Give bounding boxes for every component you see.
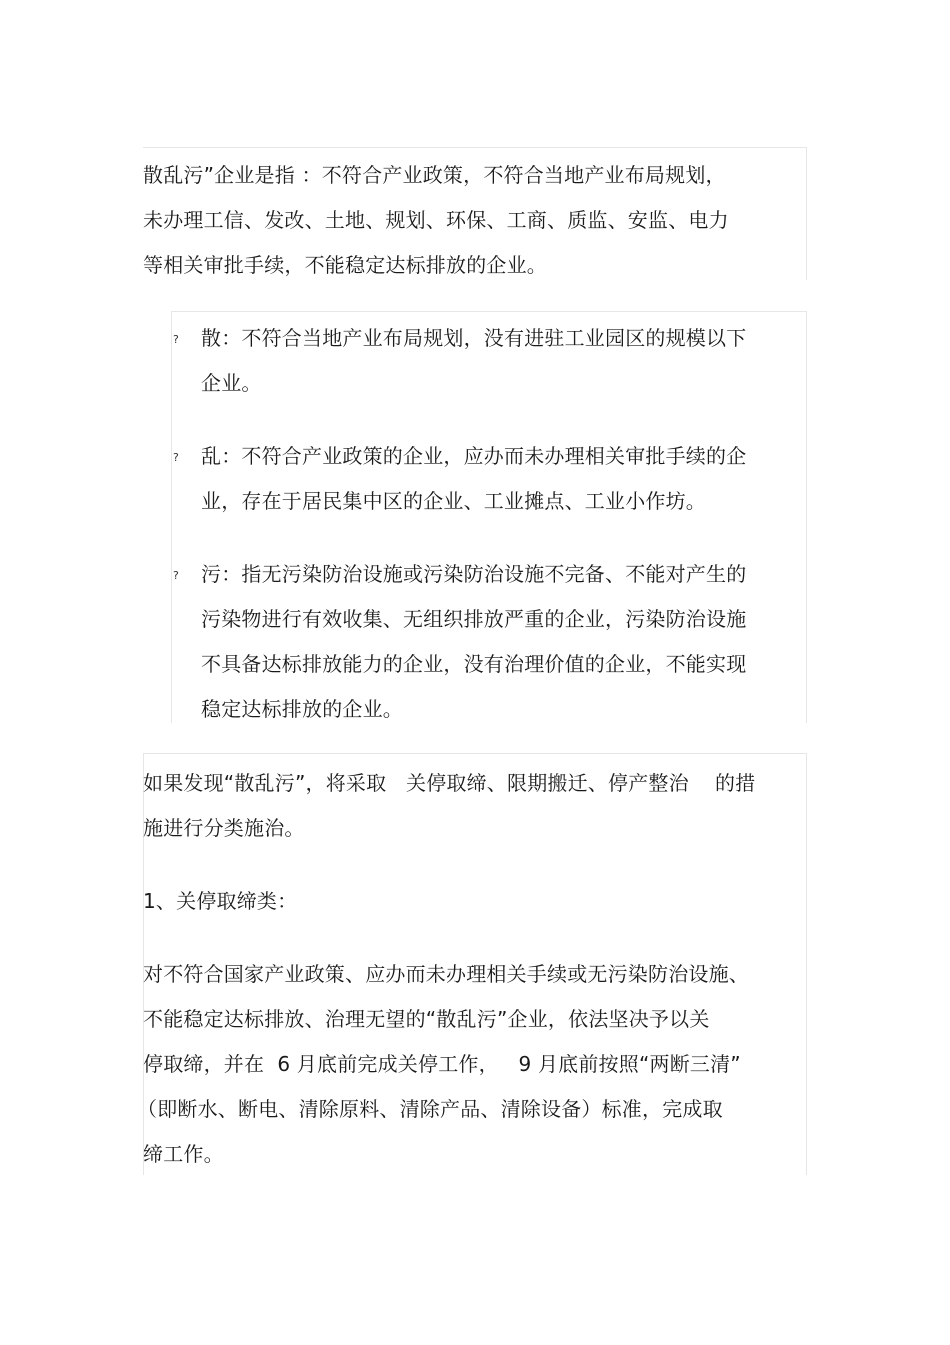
definition-luan-line-1: 乱：不符合产业政策的企业，应办而未办理相关审批手续的企 (201, 444, 747, 468)
definition-luan-line-2: 业，存在于居民集中区的企业、工业摊点、工业小作坊。 (201, 489, 706, 513)
measures-body-line-5: 缔工作。 (143, 1142, 224, 1166)
measures-intro-line-2: 施进行分类施治。 (143, 816, 305, 840)
measures-body-line-3: 停取缔，并在 6 月底前完成关停工作， 9 月底前按照“两断三清” (143, 1052, 741, 1076)
bullet-icon: ? (173, 451, 179, 464)
measures-body-line-2: 不能稳定达标排放、治理无望的“散乱污”企业，依法坚决予以关 (143, 1007, 710, 1031)
definition-wu-line-4: 稳定达标排放的企业。 (201, 697, 403, 721)
definition-san-line-2: 企业。 (201, 371, 262, 395)
definition-wu-line-3: 不具备达标排放能力的企业，没有治理价值的企业，不能实现 (201, 652, 747, 676)
measures-intro-line-1: 如果发现“散乱污”，将采取 关停取缔、限期搬迁、停产整治 的措 (143, 771, 756, 795)
bullet-icon: ? (173, 333, 179, 346)
definition-wu-line-2: 污染物进行有效收集、无组织排放严重的企业，污染防治设施 (201, 607, 747, 631)
intro-line-2: 未办理工信、发改、土地、规划、环保、工商、质监、安监、电力 (143, 208, 729, 232)
definition-wu-line-1: 污：指无污染防治设施或污染防治设施不完备、不能对产生的 (201, 562, 747, 586)
measures-body-line-1: 对不符合国家产业政策、应办而未办理相关手续或无污染防治设施、 (143, 962, 749, 986)
section-heading: 1、关停取缔类： (143, 889, 298, 913)
measures-body-line-4: （即断水、断电、清除原料、清除产品、清除设备）标准，完成取 (137, 1097, 723, 1121)
definition-san-line-1: 散：不符合当地产业布局规划，没有进驻工业园区的规模以下 (201, 326, 747, 350)
bullet-icon: ? (173, 569, 179, 582)
intro-line-1: 散乱污”企业是指 ：不符合产业政策，不符合当地产业布局规划， (143, 163, 726, 187)
intro-line-3: 等相关审批手续，不能稳定达标排放的企业。 (143, 253, 547, 277)
